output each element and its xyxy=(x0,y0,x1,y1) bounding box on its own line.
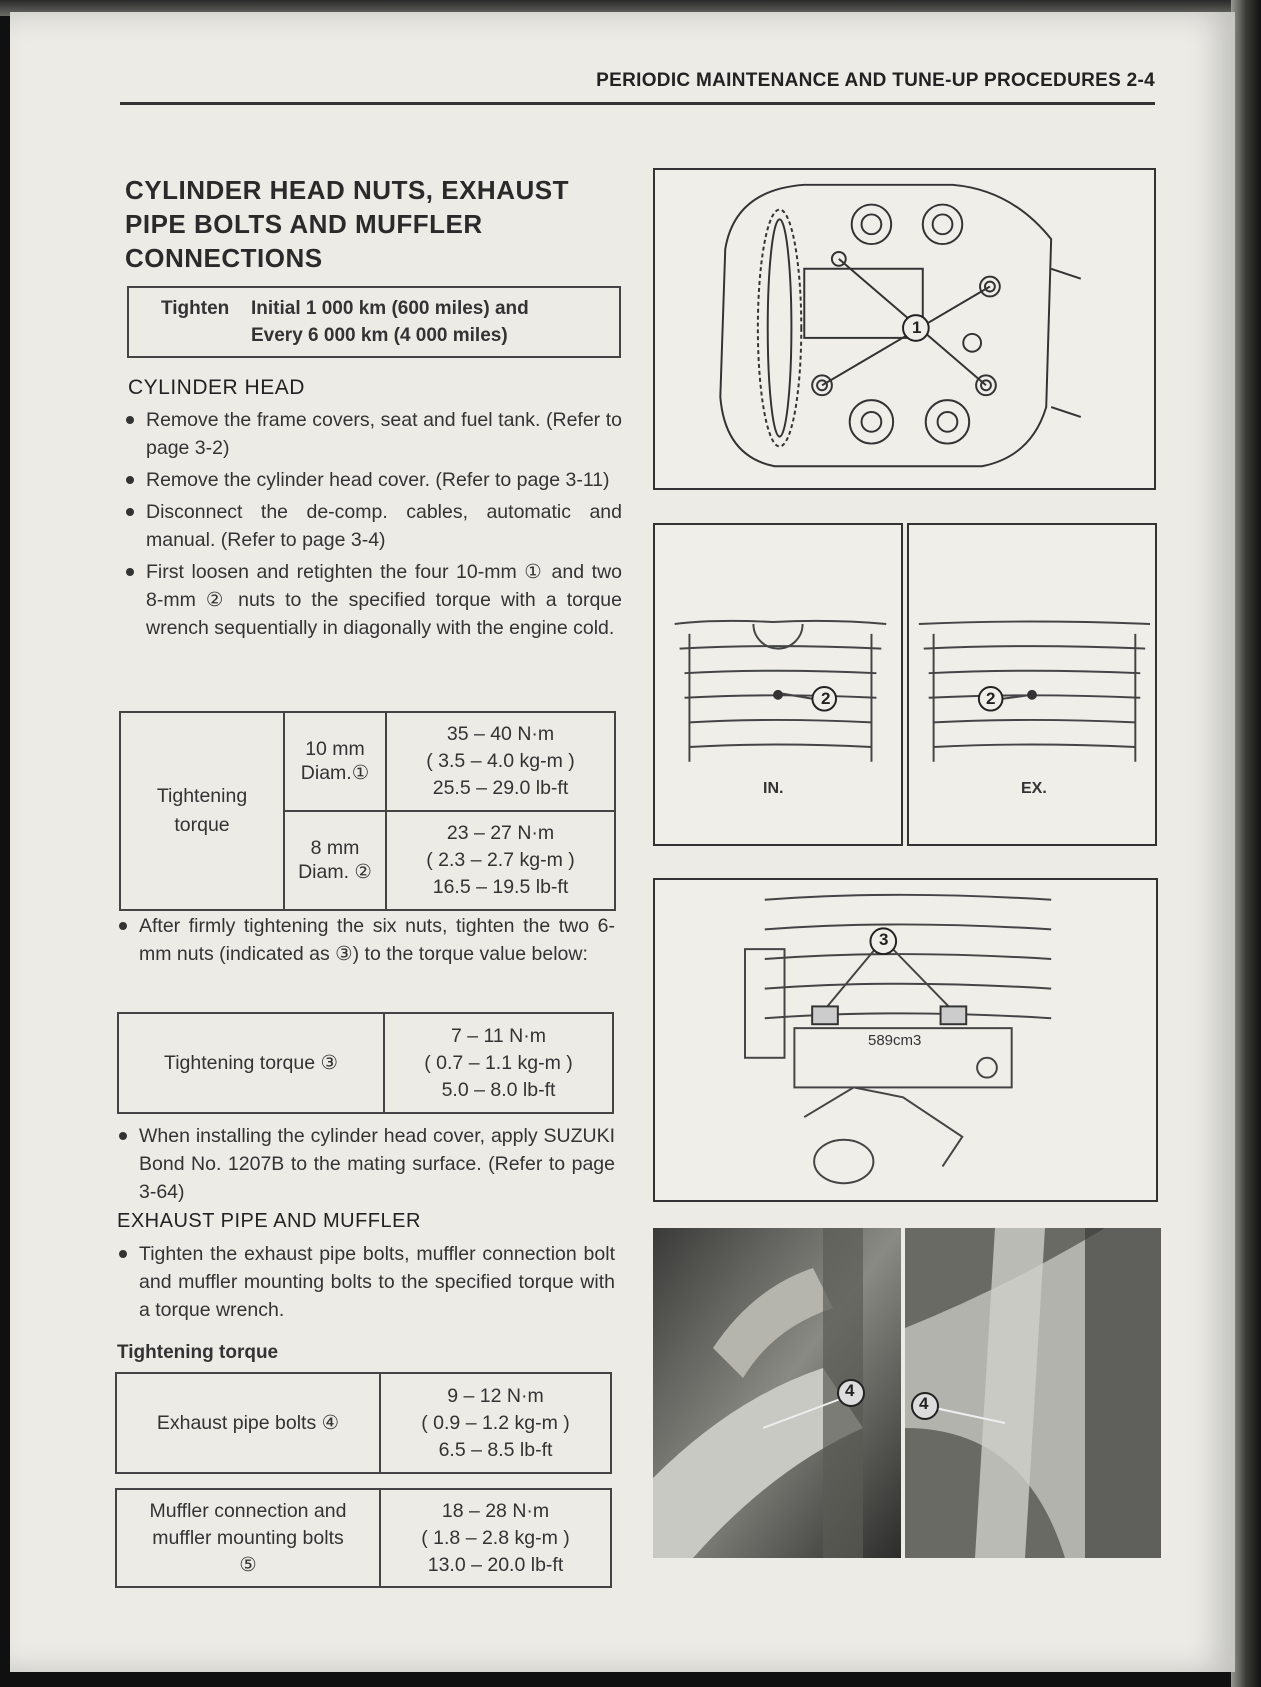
torque-kgm: ( 1.8 – 2.8 kg-m ) xyxy=(421,1526,570,1549)
callout-1: 1 xyxy=(912,318,922,337)
torque-kgm-text: 0.9 – 1.2 kg-m xyxy=(433,1411,558,1434)
callout-4-right: 4 xyxy=(919,1394,929,1413)
cylinder-head-steps xyxy=(122,406,622,646)
table-cell-value xyxy=(386,712,615,811)
torque-kgm-text: 3.5 – 4.0 kg-m xyxy=(438,750,563,772)
photo-exhaust-right xyxy=(905,1228,1161,1558)
table-row xyxy=(118,1013,613,1113)
figure-cylinder-head-top xyxy=(653,168,1156,490)
callout-4-left: 4 xyxy=(845,1381,855,1400)
torque-nm: 9 – 12 N·m xyxy=(447,1384,544,1407)
interval-line-2: Every 6 000 km (4 000 miles) xyxy=(251,325,508,346)
table-cell-value xyxy=(386,811,615,910)
exhaust-step xyxy=(115,1240,615,1328)
exhaust-pipe-torque-table xyxy=(115,1372,612,1474)
cylinder-head-drawing xyxy=(655,170,1154,488)
exhaust-left-photo xyxy=(653,1228,901,1558)
interval-label: Tighten xyxy=(161,298,230,319)
cover-step xyxy=(115,1122,615,1210)
after-tightening-step xyxy=(115,912,615,972)
figure-cylinder-side xyxy=(653,878,1158,1202)
muffler-label-line: Muffler connection and xyxy=(149,1499,347,1522)
table-cell-label xyxy=(116,1489,380,1587)
bolt-size: 10 mm xyxy=(305,738,365,760)
torque-kgm: ( 2.3 – 2.7 kg-m ) xyxy=(426,849,575,871)
list-item: First loosen and retighten the four 10-mm ① and two 8-mm ② nuts to the specified torque with a torque wrench sequentially in diagonally with the engine cold. xyxy=(122,558,622,642)
torque-label-line: Tightening xyxy=(156,785,248,807)
cylinder-head-heading: CYLINDER HEAD xyxy=(128,376,305,399)
list-item: After firmly tightening the six nuts, tighten the two 6-mm nuts (indicated as ③) to the torque value below: xyxy=(115,912,615,968)
page-header: PERIODIC MAINTENANCE AND TUNE-UP PROCEDURES 2-4 xyxy=(120,70,1155,105)
list-item: Tighten the exhaust pipe bolts, muffler connection bolt and muffler mounting bolts to the specified torque with a torque wrench. xyxy=(115,1240,615,1324)
exhaust-right-photo xyxy=(905,1228,1161,1558)
torque3-table xyxy=(117,1012,614,1114)
bolt-diam: Diam. ② xyxy=(298,861,372,883)
muffler-label-line: muffler mounting bolts xyxy=(152,1526,344,1549)
table-cell-value xyxy=(380,1489,611,1587)
torque-nm: 7 – 11 N·m xyxy=(450,1024,546,1047)
torque-lbft: 25.5 – 29.0 lb-ft xyxy=(432,777,569,799)
table-cell-size xyxy=(284,712,386,811)
callout-3: 3 xyxy=(879,930,889,949)
table-row xyxy=(116,1489,611,1587)
section-title-line: CONNECTIONS xyxy=(125,243,323,273)
table-cell-value xyxy=(384,1013,613,1113)
torque-kgm: ( 0.9 – 1.2 kg-m ) xyxy=(421,1411,570,1434)
torque-lbft: 5.0 – 8.0 lb-ft xyxy=(441,1078,556,1101)
torque-nm: 35 – 40 N·m xyxy=(446,723,555,745)
torque-kgm-text: 2.3 – 2.7 kg-m xyxy=(438,849,563,871)
bolt-diam: Diam.① xyxy=(300,762,370,784)
list-item: When installing the cylinder head cover, apply SUZUKI Bond No. 1207B to the mating surface. (Refer to page 3-64) xyxy=(115,1122,615,1206)
table-row xyxy=(116,1373,611,1473)
exhaust-heading: EXHAUST PIPE AND MUFFLER xyxy=(117,1210,421,1232)
table-cell-value xyxy=(380,1373,611,1473)
section-title xyxy=(125,173,645,275)
intake-caption: IN. xyxy=(763,780,784,797)
torque-kgm: ( 3.5 – 4.0 kg-m ) xyxy=(426,750,575,772)
callout-2-exhaust: 2 xyxy=(986,689,996,708)
torque-nm: 18 – 28 N·m xyxy=(441,1499,550,1522)
table-cell-label: Exhaust pipe bolts ④ xyxy=(116,1373,380,1473)
exhaust-caption: EX. xyxy=(1021,780,1047,797)
interval-line-1: Initial 1 000 km (600 miles) and xyxy=(251,298,529,319)
figure-cylinder-exhaust xyxy=(907,523,1157,846)
table-cell-label: Tightening torque ③ xyxy=(118,1013,384,1113)
torque-label-line: torque xyxy=(174,814,230,836)
displacement-stamp: 589cm3 xyxy=(868,1032,922,1049)
torque-kgm-text: 1.8 – 2.8 kg-m xyxy=(433,1526,558,1549)
torque-lbft: 13.0 – 20.0 lb-ft xyxy=(427,1553,564,1576)
list-item: Remove the cylinder head cover. (Refer to page 3-11) xyxy=(122,466,622,494)
muffler-label-line: ⑤ xyxy=(239,1553,257,1576)
list-item: Disconnect the de-comp. cables, automatic and manual. (Refer to page 3-4) xyxy=(122,498,622,554)
exhaust-torque-heading: Tightening torque xyxy=(117,1342,279,1363)
torque-kgm: ( 0.7 – 1.1 kg-m ) xyxy=(424,1051,573,1074)
page-binding-shadow xyxy=(1231,0,1261,1687)
torque-lbft: 6.5 – 8.5 lb-ft xyxy=(438,1438,553,1461)
bolt-size: 8 mm xyxy=(310,837,360,859)
section-title-line: CYLINDER HEAD NUTS, EXHAUST xyxy=(125,175,569,205)
torque-nm: 23 – 27 N·m xyxy=(446,822,555,844)
table-cell-size xyxy=(284,811,386,910)
figure-cylinder-intake xyxy=(653,523,903,846)
callout-2-intake: 2 xyxy=(821,689,831,708)
table-cell-label xyxy=(120,712,284,910)
muffler-torque-table xyxy=(115,1488,612,1588)
table-row xyxy=(120,712,615,811)
torque-kgm-text: 0.7 – 1.1 kg-m xyxy=(436,1051,561,1074)
cylinder-head-torque-table xyxy=(119,711,616,911)
torque-lbft: 16.5 – 19.5 lb-ft xyxy=(432,876,569,898)
interval-box xyxy=(127,286,621,358)
photo-exhaust-left xyxy=(653,1228,901,1558)
list-item: Remove the frame covers, seat and fuel tank. (Refer to page 3-2) xyxy=(122,406,622,462)
section-title-line: PIPE BOLTS AND MUFFLER xyxy=(125,209,483,239)
